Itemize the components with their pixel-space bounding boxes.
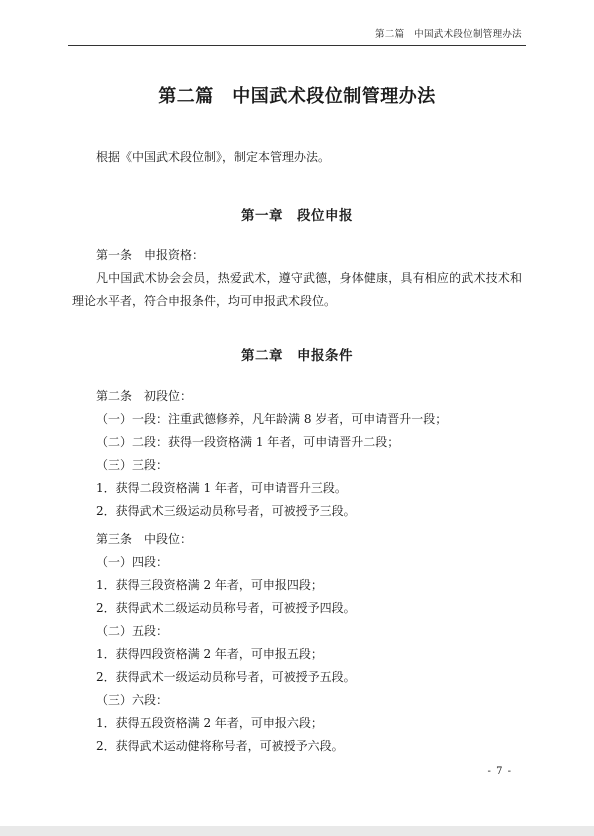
chapter-1-title: 第一章 段位申报 <box>241 208 353 224</box>
article-3-title: 第三条 中段位： <box>96 532 193 546</box>
article-3-line: 1．获得三段资格满 2 年者，可申报四段； <box>96 578 323 592</box>
header-rule <box>68 45 526 46</box>
intro-block <box>72 146 522 169</box>
article-2-line: （二）二段：获得一段资格满 1 年者，可申请晋升二段； <box>96 435 400 449</box>
article-3-line: （一）四段： <box>96 555 169 569</box>
article-3-line: （三）六段： <box>96 693 169 707</box>
article-2-block <box>72 385 522 523</box>
article-3-line: 2．获得武术一级运动员称号者，可被授予五段。 <box>96 670 356 684</box>
running-header: 第二篇 中国武术段位制管理办法 <box>374 29 522 40</box>
article-3-block <box>72 528 522 758</box>
article-3-line: 1．获得四段资格满 2 年者，可申报五段； <box>96 647 323 661</box>
article-2-line: （三）三段： <box>96 458 169 472</box>
part-title: 第二篇 中国武术段位制管理办法 <box>158 86 436 107</box>
article-2-line: 2．获得武术三级运动员称号者，可被授予三段。 <box>96 504 356 518</box>
article-1-block <box>72 244 522 313</box>
article-1-text: 凡中国武术协会会员，热爱武术，遵守武德，身体健康，具有相应的武术技术和理论水平者，符合申报条件，均可申报武术段位。 <box>72 271 522 308</box>
chapter-2-title: 第二章 申报条件 <box>241 348 353 364</box>
article-3-line: 2．获得武术二级运动员称号者，可被授予四段。 <box>96 601 356 615</box>
viewer-bottom-band <box>0 826 594 836</box>
article-3-line: 1．获得五段资格满 2 年者，可申报六段； <box>96 716 323 730</box>
intro-paragraph: 根据《中国武术段位制》，制定本管理办法。 <box>96 150 331 164</box>
article-3-line: （二）五段： <box>96 624 169 638</box>
article-2-line: （一）一段：注重武德修养，凡年龄满 8 岁者，可申请晋升一段； <box>96 412 448 426</box>
article-3-line: 2．获得武术运动健将称号者，可被授予六段。 <box>96 739 344 753</box>
article-2-line: 1．获得二段资格满 1 年者，可申请晋升三段。 <box>96 481 347 495</box>
article-1-title: 第一条 申报资格： <box>96 248 205 262</box>
page-number: - 7 - <box>487 766 512 777</box>
article-2-title: 第二条 初段位： <box>96 389 193 403</box>
